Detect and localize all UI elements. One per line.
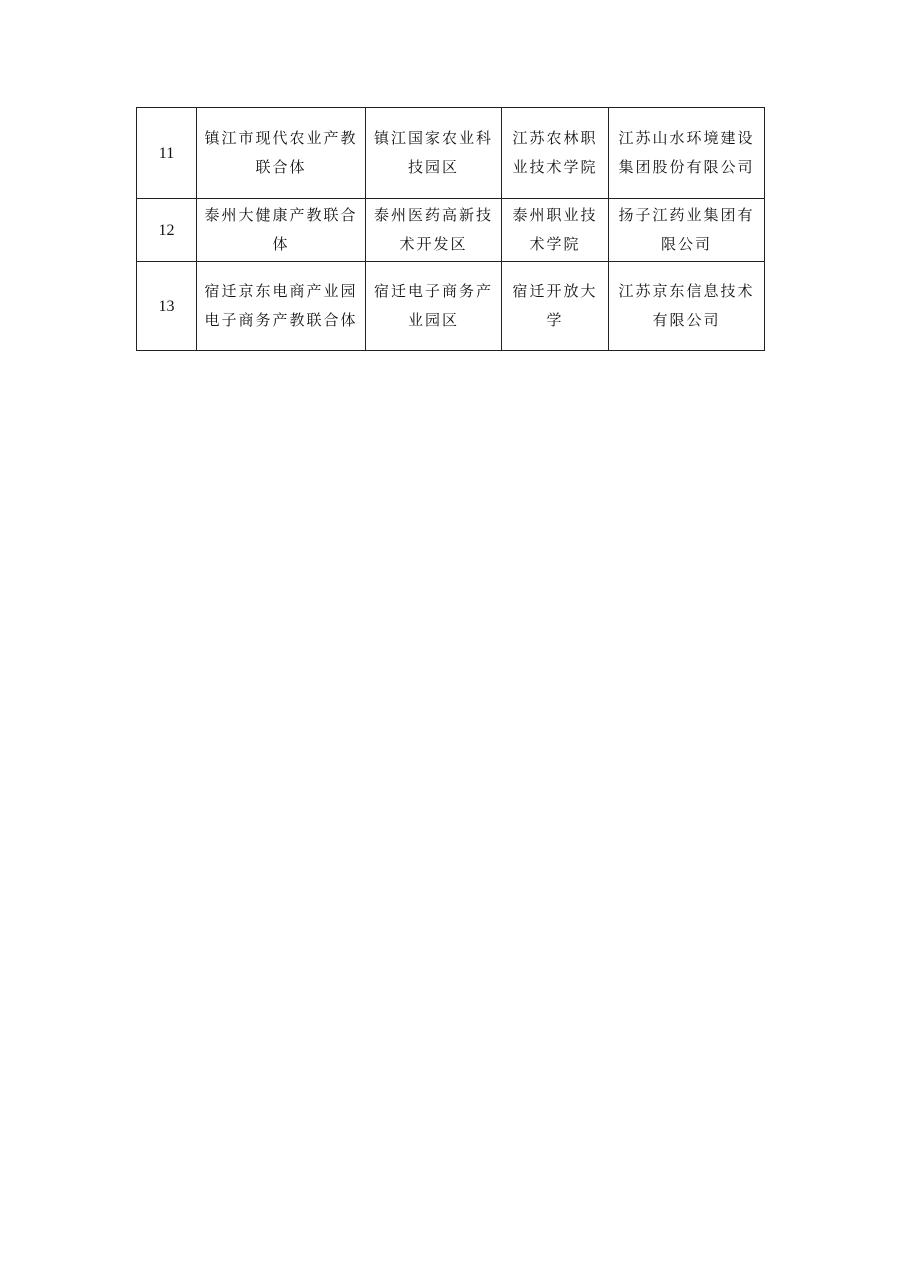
company-cell: 江苏山水环境建设集团股份有限公司 bbox=[609, 108, 765, 199]
company-cell: 扬子江药业集团有限公司 bbox=[609, 199, 765, 262]
row-number: 12 bbox=[137, 199, 197, 262]
school-cell: 泰州职业技术学院 bbox=[502, 199, 609, 262]
park-cell: 宿迁电子商务产业园区 bbox=[366, 262, 502, 351]
school-cell: 江苏农林职业技术学院 bbox=[502, 108, 609, 199]
consortium-name-cell: 泰州大健康产教联合体 bbox=[197, 199, 366, 262]
row-number: 11 bbox=[137, 108, 197, 199]
table-row bbox=[137, 108, 765, 199]
table-row bbox=[137, 199, 765, 262]
consortium-name-cell: 镇江市现代农业产教联合体 bbox=[197, 108, 366, 199]
company-cell: 江苏京东信息技术有限公司 bbox=[609, 262, 765, 351]
table-row bbox=[137, 262, 765, 351]
consortium-name-cell: 宿迁京东电商产业园电子商务产教联合体 bbox=[197, 262, 366, 351]
park-cell: 泰州医药高新技术开发区 bbox=[366, 199, 502, 262]
park-cell: 镇江国家农业科技园区 bbox=[366, 108, 502, 199]
row-number: 13 bbox=[137, 262, 197, 351]
consortium-table bbox=[136, 107, 765, 351]
school-cell: 宿迁开放大学 bbox=[502, 262, 609, 351]
